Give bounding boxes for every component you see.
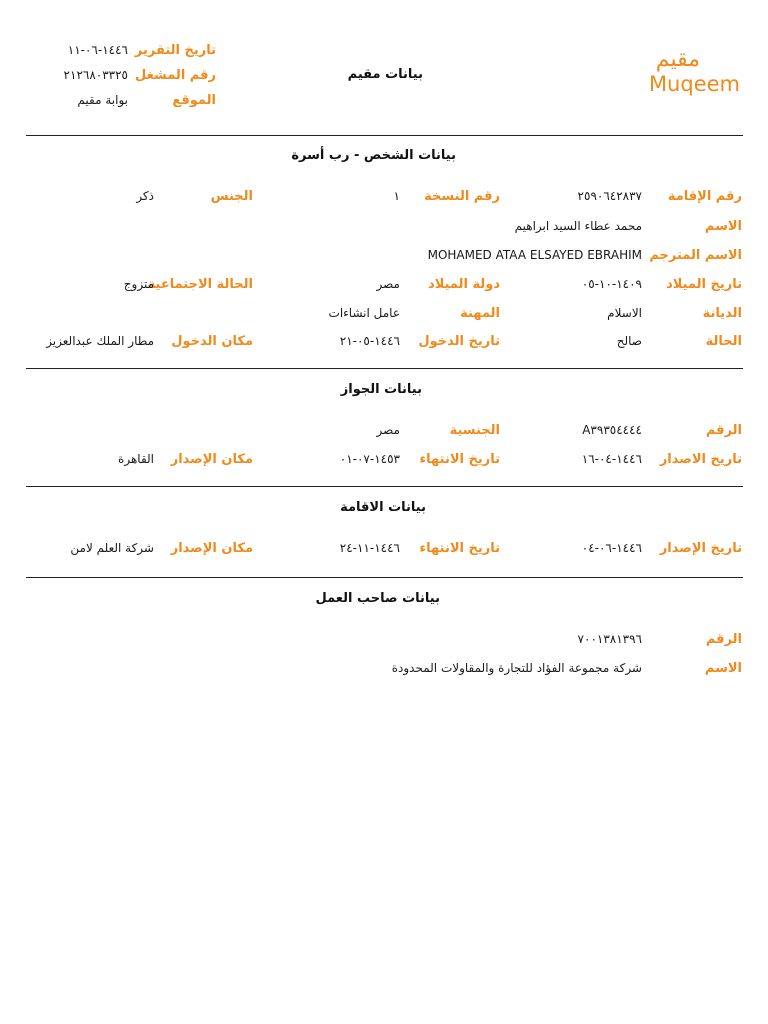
logo-arabic: مقيم [655, 47, 700, 72]
operator-label: رقم المشغل [135, 68, 216, 83]
employer-number-value: ٧٠٠١٣٨١٣٩٦ [577, 632, 642, 646]
person-section-title: بيانات الشخص - رب أسرة [291, 148, 456, 163]
religion-label: الديانة [702, 306, 742, 321]
marital-value: متزوج [123, 277, 154, 291]
iqama-value: ٢٥٩٠٦٤٢٨٣٧ [577, 189, 642, 203]
page-title: بيانات مقيم [347, 67, 423, 82]
birth-date-label: تاريخ الميلاد [666, 277, 742, 292]
residence-issue-date-label: تاريخ الإصدار [659, 541, 742, 556]
employer-number-label: الرقم [705, 632, 742, 647]
passport-number-value: A٣٩٣٥٤٤٤٤ [582, 423, 642, 437]
residence-section-title: بيانات الاقامة [340, 500, 426, 515]
operator-value: ٢١٢٦٨٠٣٣٢٥ [63, 68, 128, 82]
status-label: الحالة [705, 334, 742, 349]
entry-place-label: مكان الدخول [171, 334, 253, 349]
passport-expiry-value: ١٤٥٣-٠٧-٠١ [339, 452, 400, 466]
passport-issue-date-label: تاريخ الاصدار [659, 452, 742, 467]
nationality-value: مصر [376, 423, 400, 437]
residence-issue-date-value: ١٤٤٦-٠٦-٠٤ [581, 541, 642, 555]
copy-value: ١ [393, 189, 400, 203]
report-date-label: تاريخ التقرير [134, 43, 216, 58]
logo-english: Muqeem [648, 72, 740, 96]
passport-issue-place-value: القاهرة [118, 452, 154, 466]
site-value: بوابة مقيم [77, 93, 128, 107]
job-value: عامل انشاءات [328, 306, 400, 320]
marital-label: الحالة الاجتماعية [147, 277, 253, 292]
religion-value: الاسلام [607, 306, 642, 320]
passport-expiry-label: تاريخ الانتهاء [419, 452, 500, 467]
passport-issue-place-label: مكان الإصدار [170, 452, 253, 467]
entry-place-value: مطار الملك عبدالعزيز [46, 334, 154, 348]
residence-expiry-value: ١٤٤٦-١١-٢٤ [339, 541, 400, 555]
entry-date-label: تاريخ الدخول [418, 334, 500, 349]
residence-issue-place-label: مكان الإصدار [170, 541, 253, 556]
status-value: صالح [616, 334, 642, 348]
birth-country-label: دولة الميلاد [428, 277, 500, 292]
name-value: محمد عطاء السيد ابراهيم [514, 219, 642, 233]
divider [26, 486, 743, 487]
job-label: المهنة [460, 306, 500, 321]
employer-name-label: الاسم [704, 661, 742, 676]
iqama-label: رقم الإقامة [667, 189, 742, 204]
passport-section-title: بيانات الجواز [340, 382, 422, 397]
passport-number-label: الرقم [705, 423, 742, 438]
birth-date-value: ١٤٠٩-١٠-٠٥ [581, 277, 642, 291]
name-label: الاسم [704, 219, 742, 234]
divider [26, 368, 743, 369]
employer-section-title: بيانات صاحب العمل [315, 591, 440, 606]
gender-label: الجنس [210, 189, 253, 204]
employer-name-value: شركة مجموعة الفؤاد للتجارة والمقاولات المحدودة [391, 661, 642, 675]
translated-name-value: MOHAMED ATAA ELSAYED EBRAHIM [427, 248, 642, 262]
gender-value: ذكر [136, 189, 154, 203]
translated-name-label: الاسم المترجم [649, 248, 742, 263]
nationality-label: الجنسية [449, 423, 500, 438]
passport-issue-date-value: ١٤٤٦-٠٤-١٦ [581, 452, 642, 466]
report-date-value: ١٤٤٦-٠٦-١١ [67, 43, 128, 57]
entry-date-value: ١٤٤٦-٠٥-٢١ [339, 334, 400, 348]
divider [26, 577, 743, 578]
residence-issue-place-value: شركة العلم لامن [70, 541, 154, 555]
birth-country-value: مصر [376, 277, 400, 291]
divider [26, 135, 743, 136]
residence-expiry-label: تاريخ الانتهاء [419, 541, 500, 556]
copy-label: رقم النسخة [424, 189, 500, 204]
site-label: الموقع [172, 93, 216, 108]
